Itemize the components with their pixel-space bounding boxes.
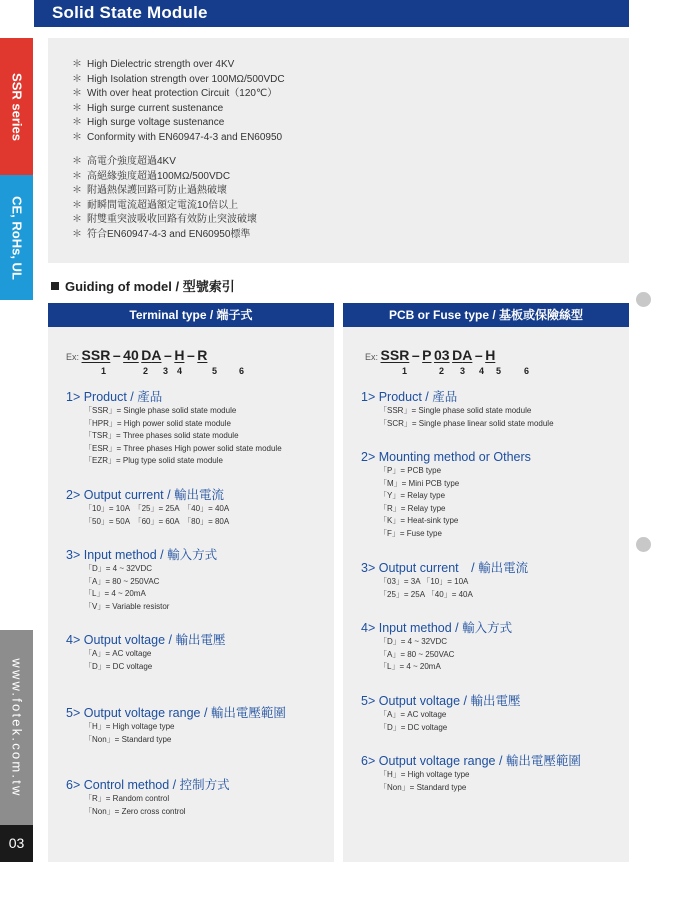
section-input-method: 3> Input method / 輸入方式 「D」= 4 ~ 32VDC 「A」= 80 ~ 250VAC 「L」= 4 ~ 20mA 「V」= Variable resistor: [66, 547, 217, 613]
feature-item: ＊ 符合EN60947-4-3 and EN60950標準: [72, 228, 257, 243]
terminal-type-panel: Terminal type / 端子式 Ex: SSR – 40 DA – H – R 1 2 3 4 5 6 1> Product / 產品 「SSR」= Single phase solid state module 「HPR」= High power solid state module 「TSR」= Three phases solid state module 「ESR」= Three phases High power solid state module 「EZR」= Plug type solid state module 2> Output current / 輸出電流 「10」= 10A 「25」= 25A 「40」= 40A 「50」= 50A 「60」= 60A 「80」= 80A 3> Input method / 輸入方式 「D」= 4 ~ 32VDC 「A」= 80 ~ 250VAC 「L」= 4 ~ 20mA 「V」= Variable resistor 4> Output voltage / 輸出電壓 「A」= AC voltage 「D」= DC voltage 5> Output voltage range / 輸出電壓範圍 「H」= High voltage type 「Non」= Standard type 6> Control method / 控制方式 「R」= Random control 「Non」= Zero cross control: [48, 303, 334, 862]
bullet-icon: ＊: [72, 117, 82, 129]
feature-item: ＊ High surge current sustenance: [72, 102, 285, 117]
feature-item: ＊ 高電介強度超過4KV: [72, 155, 257, 170]
sidebar-tab-series: [0, 38, 33, 175]
list-item: 「03」= 3A 「10」= 10A: [379, 577, 469, 586]
list-item: 「SSR」= Single phase solid state module: [84, 406, 237, 415]
panel-header: Terminal type / 端子式: [48, 303, 334, 327]
list-item: 「R」= Relay type: [379, 503, 446, 513]
section-output-voltage: 4> Output voltage / 輸出電壓 「A」= AC voltage 「D」= DC voltage: [66, 632, 225, 673]
list-item: 「50」= 50A 「60」= 60A 「80」= 80A: [84, 516, 230, 526]
feature-item: ＊ With over heat protection Circuit（120℃）: [72, 87, 285, 102]
feature-item: ＊ High Isolation strength over 100MΩ/500VDC: [72, 73, 285, 88]
bullet-icon: ＊: [72, 228, 82, 240]
bullet-icon: ＊: [72, 102, 82, 114]
guide-heading: Guiding of model / 型號索引: [51, 276, 235, 295]
list-item: 「Y」= Relay type: [379, 491, 446, 500]
section-product: 1> Product / 產品 「SSR」= Single phase solid state module 「SCR」= Single phase linear solid state module: [361, 389, 554, 430]
pcb-fuse-type-panel: PCB or Fuse type / 基板或保險絲型 Ex: SSR – P 03 DA – H 1 2 3 4 5 6 1> Product / 產品 「SSR」= Single phase solid state module 「SCR」= Single phase linear solid state module 2> Mounting method or Others 「P」= PCB type 「M」= Mini PCB type 「Y」= Relay type 「R」= Relay type 「K」= Heat-sink type 「F」= Fuse type 3> Output current / 輸出電流 「03」= 3A 「10」= 10A 「25」= 25A 「40」= 40A 4> Input method / 輸入方式 「D」= 4 ~ 32VDC 「A」= 80 ~ 250VAC 「L」= 4 ~ 20mA 5> Output voltage / 輸出電壓 「A」= AC voltage 「D」= DC voltage 6> Output voltage range / 輸出電壓範圍 「H」= High voltage type 「Non」= Standard type: [343, 303, 629, 862]
panel-header: PCB or Fuse type / 基板或保險絲型: [343, 303, 629, 327]
section-output-voltage-range: 6> Output voltage range / 輸出電壓範圍 「H」= High voltage type 「Non」= Standard type: [361, 753, 581, 794]
feature-item: ＊ 耐瞬間電流超過額定電流10倍以上: [72, 199, 257, 214]
list-item: 「10」= 10A 「25」= 25A 「40」= 40A: [84, 504, 230, 513]
list-item: 「D」= 4 ~ 32VDC: [84, 564, 153, 573]
list-item: 「L」= 4 ~ 20mA: [379, 662, 441, 671]
list-item: 「P」= PCB type: [379, 466, 442, 475]
list-item: 「H」= High voltage type: [379, 770, 470, 779]
binder-hole-icon: [636, 292, 651, 307]
feature-item: ＊ 高絕緣強度超過100MΩ/500VDC: [72, 170, 257, 185]
model-example: Ex: SSR – 40 DA – H – R: [66, 347, 208, 363]
list-item: 「A」= AC voltage: [84, 649, 152, 658]
feature-item: ＊ Conformity with EN60947-4-3 and EN60950: [72, 131, 285, 146]
list-item: 「SSR」= Single phase solid state module: [379, 406, 532, 415]
square-bullet-icon: [51, 282, 59, 290]
website-label: www.fotek.com.tw: [9, 657, 24, 798]
list-item: 「ESR」= Three phases High power solid state module: [84, 443, 282, 453]
list-item: 「EZR」= Plug type solid state module: [84, 456, 223, 465]
model-example: Ex: SSR – P 03 DA – H: [365, 347, 496, 363]
bullet-icon: ＊: [72, 73, 82, 85]
list-item: 「A」= AC voltage: [379, 710, 447, 719]
bullet-icon: ＊: [72, 185, 82, 197]
section-mounting-method: 2> Mounting method or Others 「P」= PCB type 「M」= Mini PCB type 「Y」= Relay type 「R」= Relay type 「K」= Heat-sink type 「F」= Fuse type: [361, 449, 531, 540]
section-output-voltage: 5> Output voltage / 輸出電壓 「A」= AC voltage 「D」= DC voltage: [361, 693, 520, 734]
list-item: 「Non」= Zero cross control: [84, 806, 186, 816]
feature-item: ＊ 附過熱保護回路可防止過熱破壞: [72, 184, 257, 199]
list-item: 「Non」= Standard type: [84, 734, 172, 744]
bullet-icon: ＊: [72, 59, 82, 70]
section-output-current: 3> Output current / 輸出電流 「03」= 3A 「10」= 10A 「25」= 25A 「40」= 40A: [361, 560, 528, 601]
page-title: Solid State Module: [52, 3, 208, 22]
list-item: 「25」= 25A 「40」= 40A: [379, 589, 473, 599]
binder-hole-icon: [636, 537, 651, 552]
sidebar-certs-label: CE, RoHs, UL: [9, 195, 24, 280]
feature-item: ＊ High Dielectric strength over 4KV: [72, 58, 285, 73]
section-output-current: 2> Output current / 輸出電流 「10」= 10A 「25」= 25A 「40」= 40A 「50」= 50A 「60」= 60A 「80」= 80A: [66, 487, 229, 528]
sidebar-series-label: SSR series: [9, 72, 24, 141]
list-item: 「D」= DC voltage: [84, 661, 153, 671]
feature-item: ＊ 附雙重突波吸收回路有效防止突波破壞: [72, 213, 257, 228]
feature-item: ＊ High surge voltage sustenance: [72, 116, 285, 131]
list-item: 「M」= Mini PCB type: [379, 478, 460, 488]
list-item: 「V」= Variable resistor: [84, 601, 170, 611]
bullet-icon: ＊: [72, 156, 82, 167]
bullet-icon: ＊: [72, 214, 82, 226]
list-item: 「SCR」= Single phase linear solid state module: [379, 418, 554, 428]
list-item: 「H」= High voltage type: [84, 722, 175, 731]
section-output-voltage-range: 5> Output voltage range / 輸出電壓範圍 「H」= High voltage type 「Non」= Standard type: [66, 705, 286, 746]
bullet-icon: ＊: [72, 170, 82, 182]
section-product: 1> Product / 產品 「SSR」= Single phase solid state module 「HPR」= High power solid state module 「TSR」= Three phases solid state module 「ESR」= Three phases High power solid state module 「EZR」= Plug type solid state module: [66, 389, 282, 468]
page-number: 03: [8, 835, 25, 851]
list-item: 「Non」= Standard type: [379, 782, 467, 792]
list-item: 「HPR」= High power solid state module: [84, 418, 231, 428]
list-item: 「TSR」= Three phases solid state module: [84, 431, 239, 440]
list-item: 「A」= 80 ~ 250VAC: [84, 576, 160, 586]
section-control-method: 6> Control method / 控制方式 「R」= Random control 「Non」= Zero cross control: [66, 777, 230, 818]
bullet-icon: ＊: [72, 88, 82, 100]
section-input-method: 4> Input method / 輸入方式 「D」= 4 ~ 32VDC 「A」= 80 ~ 250VAC 「L」= 4 ~ 20mA: [361, 620, 512, 674]
list-item: 「D」= 4 ~ 32VDC: [379, 637, 448, 646]
list-item: 「A」= 80 ~ 250VAC: [379, 649, 455, 659]
list-item: 「L」= 4 ~ 20mA: [84, 589, 146, 598]
page-number-box: [0, 825, 33, 862]
bullet-icon: ＊: [72, 131, 82, 143]
features-zh-list: [72, 155, 257, 243]
list-item: 「R」= Random control: [84, 794, 170, 803]
bullet-icon: ＊: [72, 199, 82, 211]
sidebar-website: [0, 630, 33, 825]
features-en-list: [72, 58, 285, 146]
list-item: 「K」= Heat-sink type: [379, 516, 459, 525]
list-item: 「D」= DC voltage: [379, 722, 448, 732]
list-item: 「F」= Fuse type: [379, 528, 442, 538]
sidebar-tab-certs: [0, 175, 33, 300]
